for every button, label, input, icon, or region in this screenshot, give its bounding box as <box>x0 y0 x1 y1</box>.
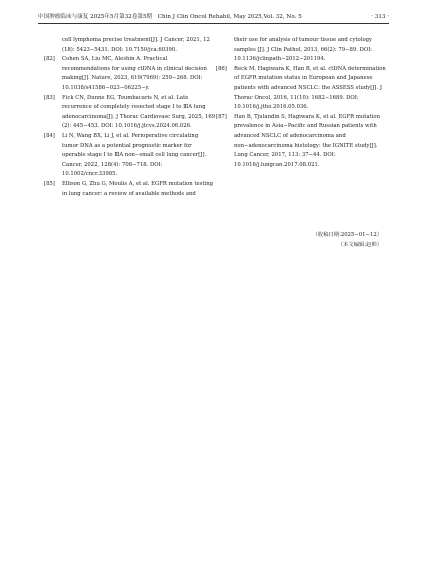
right-column <box>216 36 388 170</box>
reference-87 <box>216 113 388 171</box>
page-number: · 313 · <box>371 14 389 20</box>
reference-86 <box>216 65 388 113</box>
reference-number: [83] <box>44 94 55 101</box>
reference-text: Fick CN, Dunne EG, Toumbacaris N, et al. Late recurrence of completely resected stage Ⅰ to ⅢA lung adenocarcinoma[J]. J Thorac Cardiovasc Surg, 2025, 169 (2): 445−453. DOI: 10.1016/j.jtcvs.2024.06.026. <box>62 94 216 130</box>
editor-note: （本文编辑:赵帅） <box>337 241 382 248</box>
reference-text: Han B, Tjulandin S, Hagiwara K, et al. EGFR mutation prevalence in Asia−Pacific and Russian patients with advanced NSCLC of adenocarcinoma and non−adenocarcinoma histology: the IGNITE study[J]. Lung Cancer, 2017, 113: 37−44. DOI: 10.1016/j.lungcan.2017.08.021. <box>234 113 380 168</box>
reference-85 <box>44 180 216 199</box>
journal-citation: 中国肿瘤临床与康复 2025年5月第32卷第5期 Chin J Clin Oncol Rehabil, May 2025,Vol. 32, No. 5 <box>38 14 302 20</box>
reference-82 <box>44 55 216 93</box>
reference-text: cell lymphoma precise treatment[J]. J Cancer, 2021, 12 (18): 5423−5431. DOI: 10.7150/jca.60390. <box>62 37 210 53</box>
reference-text: their use for analysis of tumour tissue and cytology samples [J]. J Clin Pathol, 2013, 66(2): 79−89. DOI: 10.1136/jclinpath−2012−201194. <box>234 37 373 63</box>
reference-text: Li N, Wang BX, Li J, et al. Perioperative circulating tumor DNA as a potential prognostic marker for operable stage Ⅰ to ⅢA non−small cell lung cancer[J]. Cancer, 2022, 128(4): 708−718. DOI: 10.1002/cncr.33985. <box>62 132 207 178</box>
reference-number: [87] <box>216 113 227 120</box>
left-column <box>44 36 216 199</box>
reference-83 <box>44 94 216 132</box>
article-meta <box>313 231 382 250</box>
reference-number: [84] <box>44 132 55 139</box>
reference-number: [85] <box>44 180 55 187</box>
received-date: （收稿日期:2025−01−12） <box>312 232 382 238</box>
reference-text: Cohen SA, Liu MC, Aleshin A. Practical recommendations for using ctDNA in clinical decision making[J]. Nature, 2023, 619(7969): 259−268. DOI: 10.1038/s41586−023−06225−y. <box>62 56 207 91</box>
reference-text: Ellison G, Zhu G, Moulis A, et al. EGFR mutation testing in lung cancer: a review of available methods and <box>62 180 214 197</box>
running-header <box>38 11 389 24</box>
reference-84 <box>44 132 216 180</box>
reference-continuation <box>44 36 216 55</box>
reference-number: [82] <box>44 56 55 63</box>
reference-text: Reck M, Hagiwara K, Han B, et al. ctDNA determination of EGFR mutation status in European and Japanese patients with advanced NSCLC: the ASSESS study[J]. J Thorac Oncol, 2016, 11(10): 1682−1689. DOI: 10.1016/j.jtho.2016.05.036. <box>234 65 386 111</box>
reference-number: [86] <box>216 65 227 72</box>
reference-continuation <box>216 36 388 65</box>
